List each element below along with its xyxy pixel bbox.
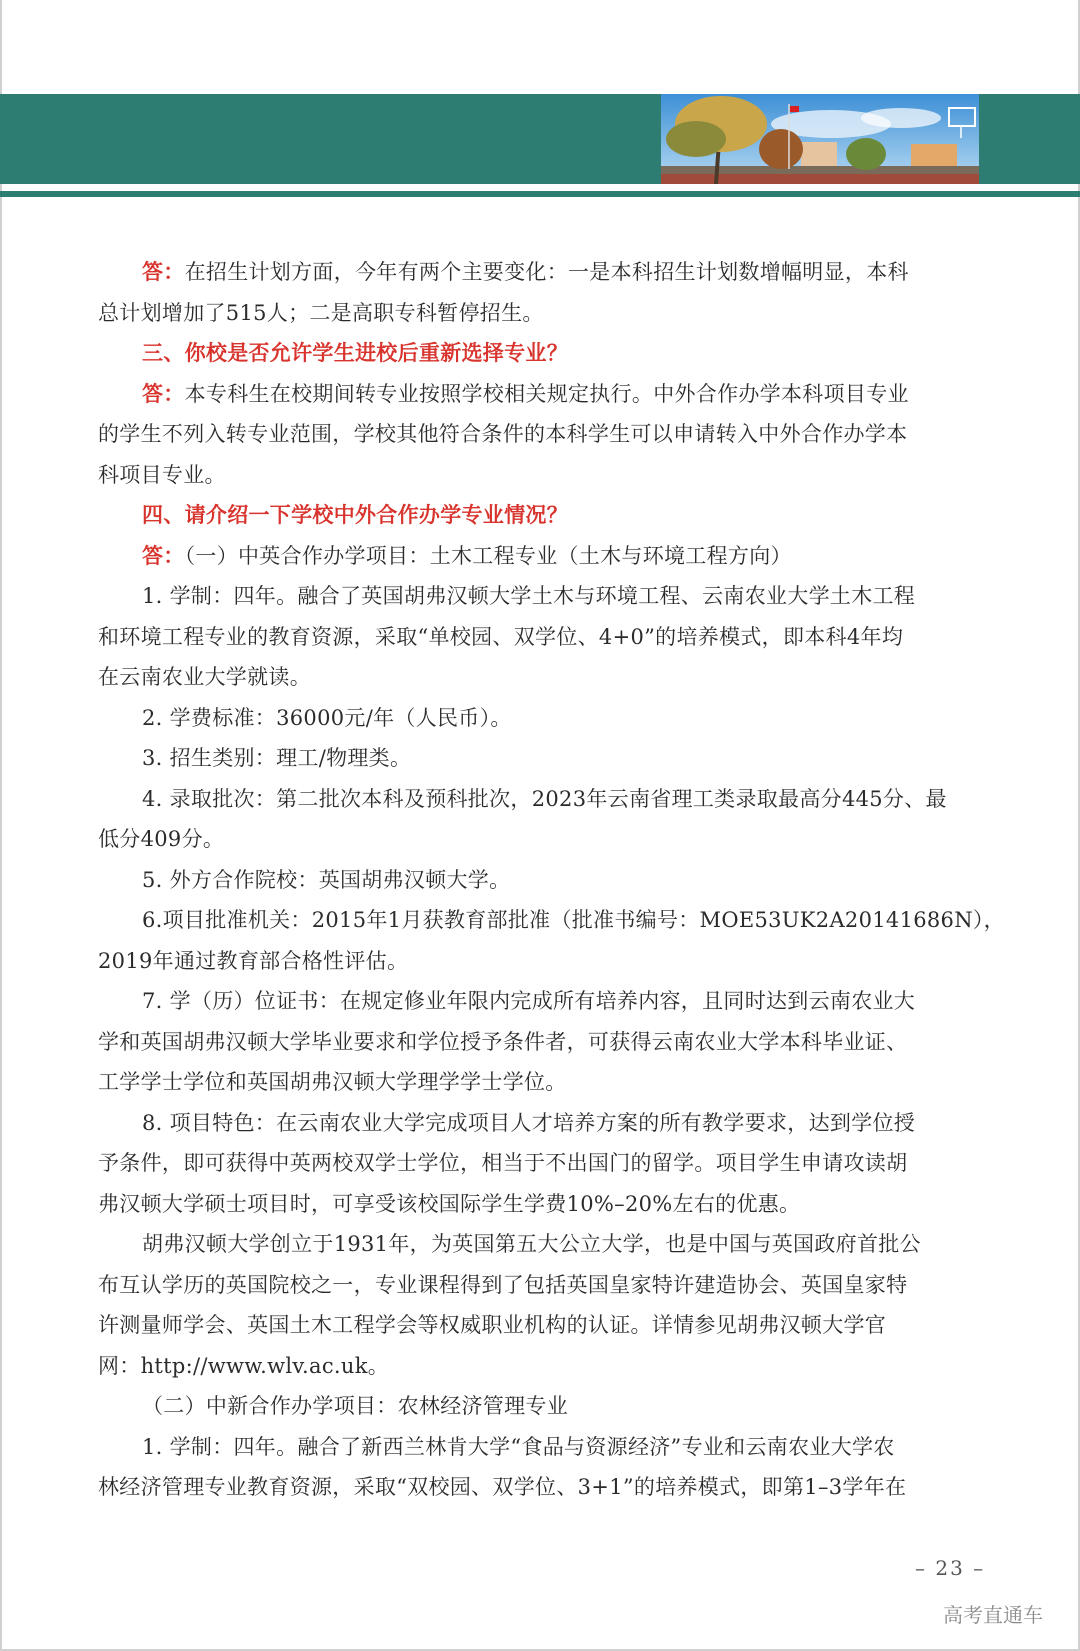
- page-frame-left: [0, 0, 2, 1651]
- campus-photo: [661, 94, 979, 184]
- text-line: 2019年通过教育部合格性评估。: [98, 948, 409, 973]
- text-line: 弗汉顿大学硕士项目时，可享受该校国际学生学费10%–20%左右的优惠。: [98, 1191, 801, 1216]
- question-heading: 四、请介绍一下学校中外合作办学专业情况？: [142, 503, 568, 527]
- text-line: 网：http://www.wlv.ac.uk。: [98, 1353, 390, 1378]
- text-line: 林经济管理专业教育资源，采取“双校园、双学位、3+1”的培养模式，即第1–3学年在: [98, 1475, 907, 1499]
- text-line: 本专科生在校期间转专业按照学校相关规定执行。中外合作办学本科项目专业: [184, 381, 909, 406]
- watermark: 高考直通车: [943, 1603, 1043, 1627]
- text-line: 7. 学（历）位证书：在规定修业年限内完成所有培养内容，且同时达到云南农业大: [142, 989, 916, 1013]
- text-line: 工学学士学位和英国胡弗汉顿大学理学学士学位。: [98, 1070, 567, 1094]
- page-content: [98, 252, 1005, 1508]
- answer-label: 答：: [142, 260, 185, 284]
- text-line: 5. 外方合作院校：英国胡弗汉顿大学。: [142, 867, 511, 892]
- answer-paragraph: [98, 252, 968, 293]
- text-line: 6.项目批准机关：2015年1月获教育部批准（批准书编号：MOE53UK2A20141686N），: [142, 908, 1005, 932]
- text-line: 科项目专业。: [98, 462, 226, 487]
- text-line: 2. 学费标准：36000元/年（人民币）。: [142, 705, 512, 730]
- page-number: – 23 –: [915, 1556, 986, 1580]
- text-line: 在招生计划方面，今年有两个主要变化：一是本科招生计划数增幅明显，本科: [184, 260, 909, 284]
- text-line: 1. 学制：四年。融合了英国胡弗汉顿大学土木与环境工程、云南农业大学土木工程: [142, 584, 916, 608]
- header-rule: [0, 191, 1080, 197]
- text-line: （一）中英合作办学项目：土木工程专业（土木与环境工程方向）: [184, 543, 792, 568]
- question-heading: 三、你校是否允许学生进校后重新选择专业？: [142, 341, 568, 365]
- text-line: 予条件，即可获得中英两校双学士学位，相当于不出国门的留学。项目学生申请攻读胡: [98, 1151, 908, 1175]
- text-line: 1. 学制：四年。融合了新西兰林肯大学“食品与资源经济”专业和云南农业大学农: [142, 1434, 895, 1459]
- text-line: 总计划增加了515人；二是高职专科暂停招生。: [98, 300, 544, 325]
- section-subheading: （二）中新合作办学项目：农林经济管理专业: [142, 1394, 568, 1418]
- text-line: 在云南农业大学就读。: [98, 665, 311, 689]
- text-line: 学和英国胡弗汉顿大学毕业要求和学位授予条件者，可获得云南农业大学本科毕业证、: [98, 1029, 908, 1054]
- text-line: 胡弗汉顿大学创立于1931年，为英国第五大公立大学，也是中国与英国政府首批公: [142, 1232, 921, 1256]
- text-line: 的学生不列入转专业范围，学校其他符合条件的本科学生可以申请转入中外合作办学本: [98, 422, 908, 446]
- answer-label: 答：: [142, 381, 185, 406]
- answer-paragraph: [98, 536, 968, 577]
- answer-paragraph: [98, 374, 968, 415]
- text-line: 和环境工程专业的教育资源，采取“单校园、双学位、4+0”的培养模式，即本科4年均: [98, 624, 904, 649]
- text-line: 低分409分。: [98, 827, 225, 851]
- text-line: 4. 录取批次：第二批次本科及预科批次，2023年云南省理工类录取最高分445分、最: [142, 786, 947, 811]
- text-line: 许测量师学会、英国土木工程学会等权威职业机构的认证。详情参见胡弗汉顿大学官: [98, 1313, 887, 1337]
- text-line: 8. 项目特色：在云南农业大学完成项目人才培养方案的所有教学要求，达到学位授: [142, 1110, 916, 1135]
- text-line: 3. 招生类别：理工/物理类。: [142, 746, 412, 770]
- answer-label: 答：: [142, 543, 185, 568]
- text-line: 布互认学历的英国院校之一，专业课程得到了包括英国皇家特许建造协会、英国皇家特: [98, 1272, 908, 1297]
